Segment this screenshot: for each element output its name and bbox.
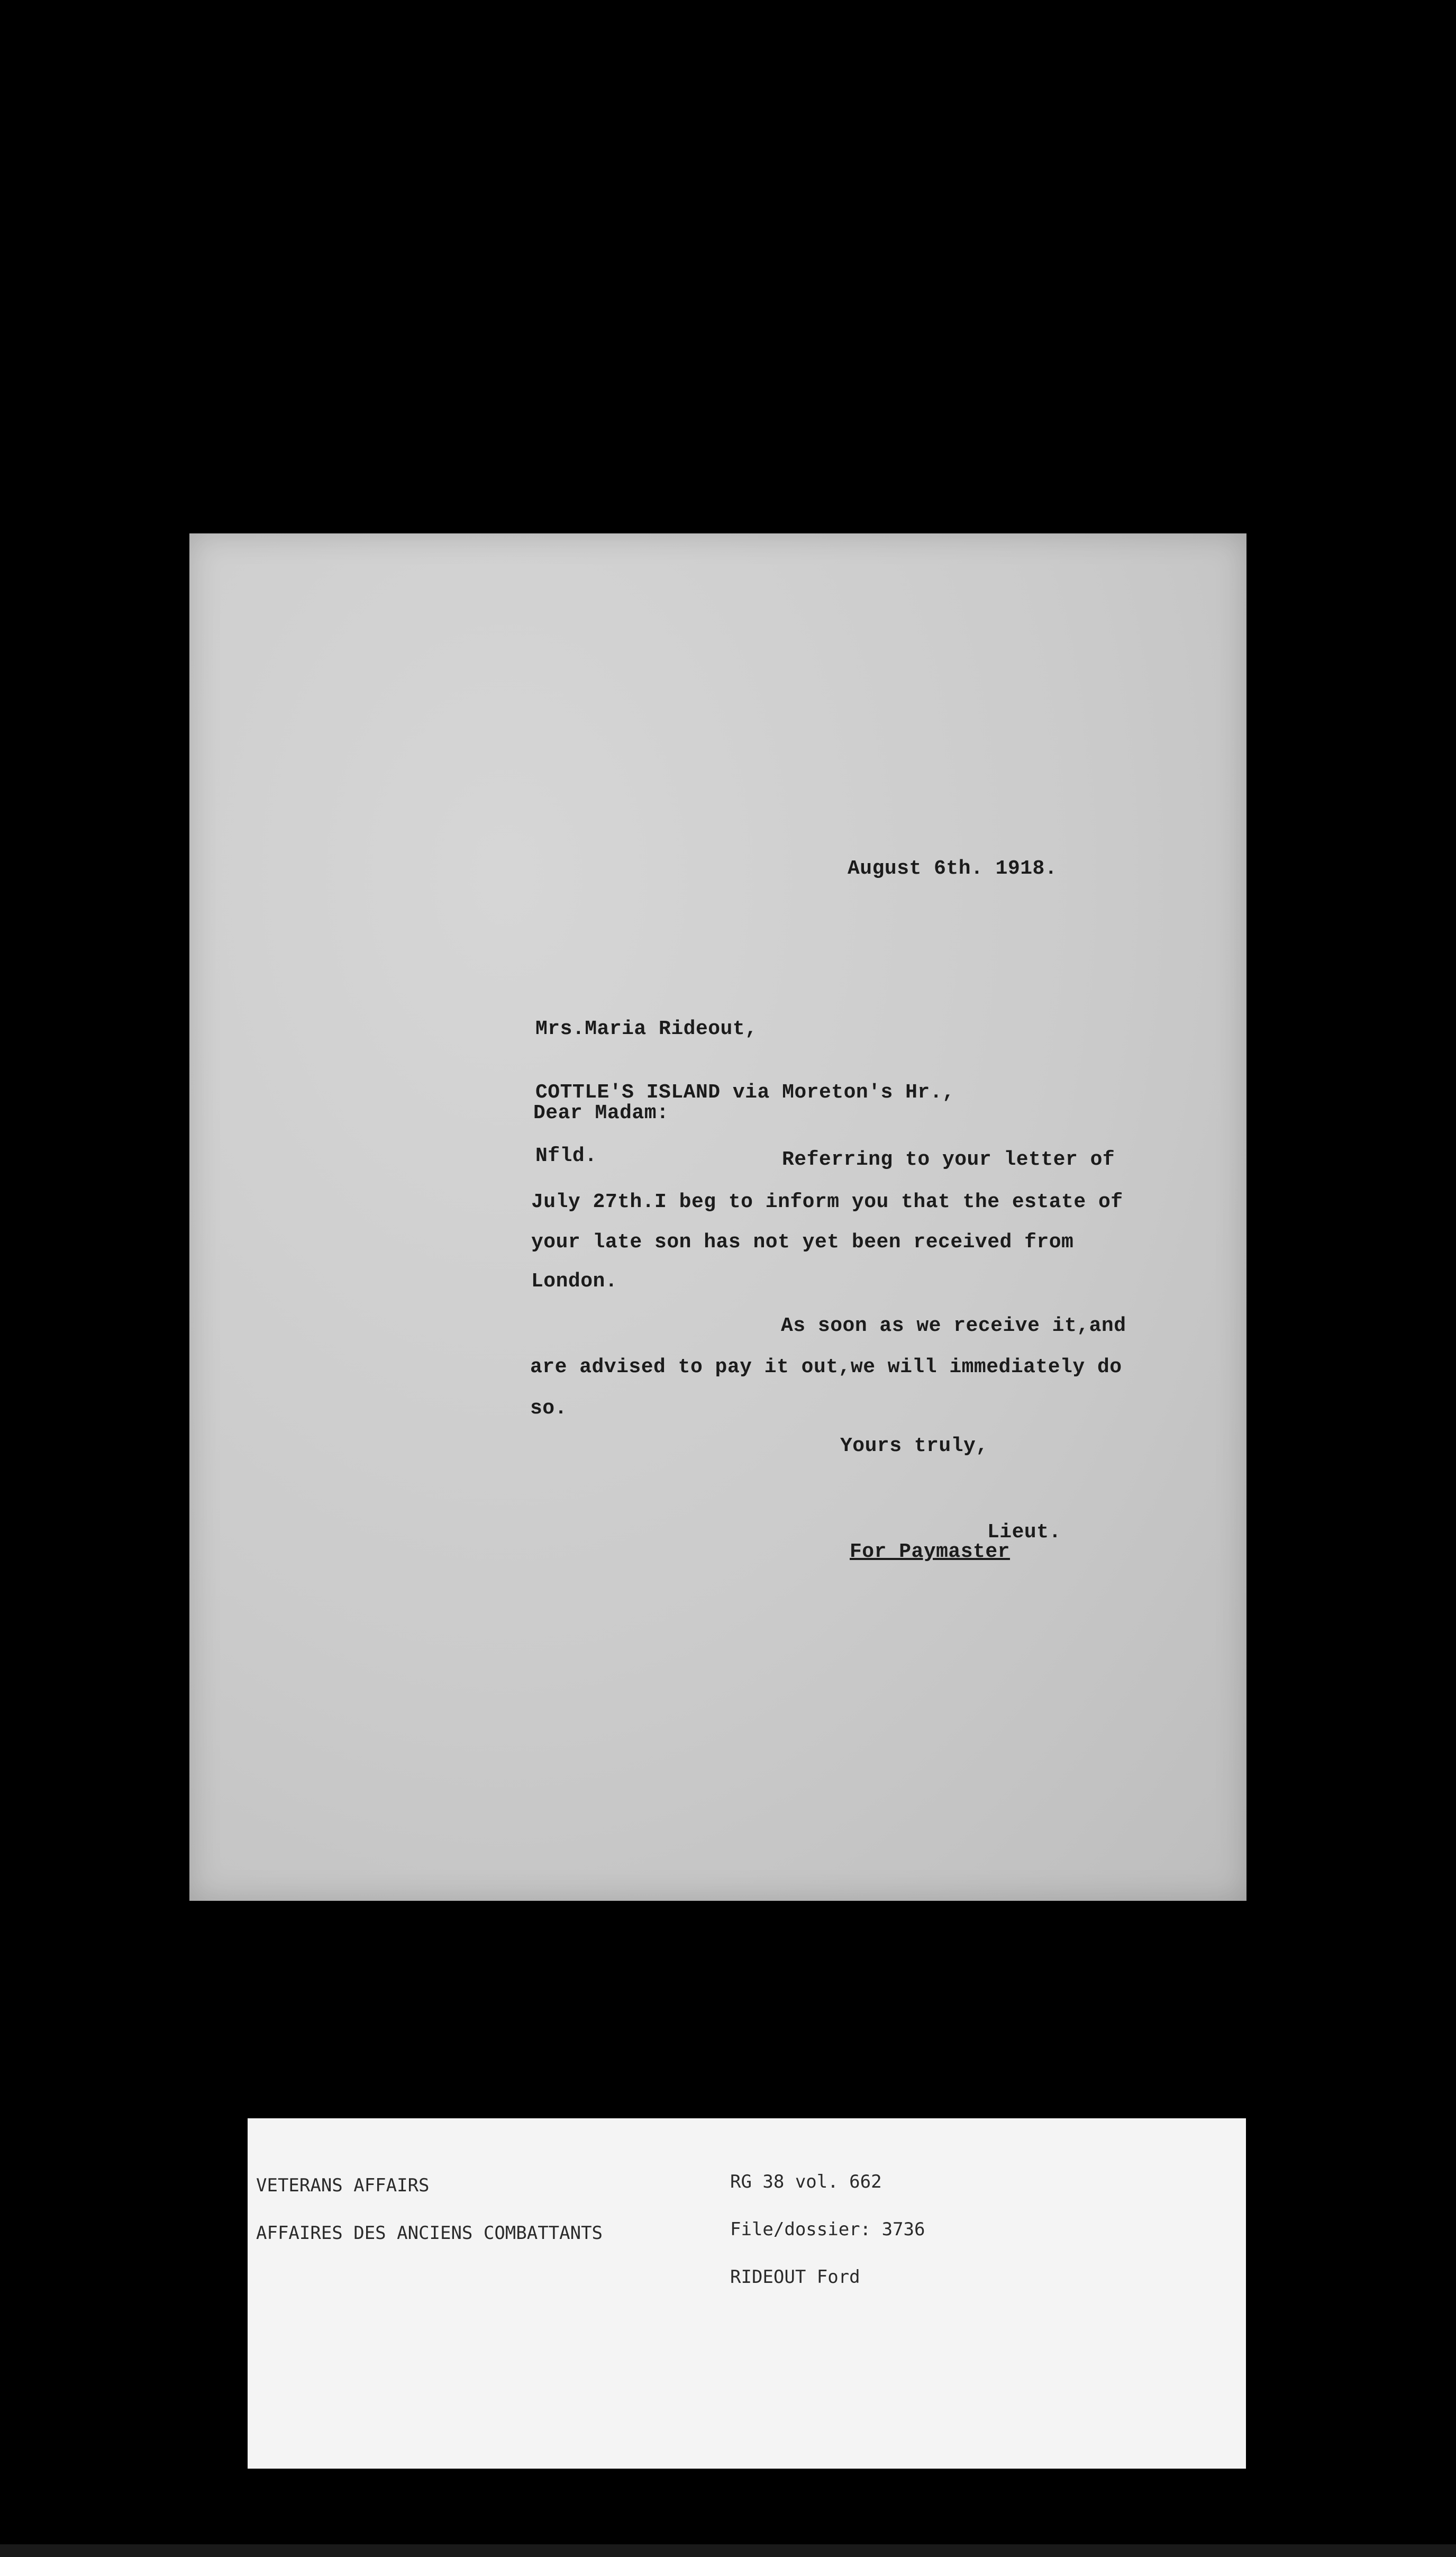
record-group: RG 38 vol. 662 xyxy=(730,2171,882,2192)
subject-name: RIDEOUT Ford xyxy=(730,2266,860,2288)
body-line: Referring to your letter of xyxy=(782,1148,1115,1171)
body-line: As soon as we receive it,and xyxy=(781,1314,1126,1337)
department-french: AFFAIRES DES ANCIENS COMBATTANTS xyxy=(256,2223,603,2244)
body-line: are advised to pay it out,we will immediately do xyxy=(530,1356,1122,1379)
body-line: so. xyxy=(530,1397,567,1420)
file-number: File/dossier: 3736 xyxy=(730,2219,925,2240)
letter-page xyxy=(189,533,1246,1901)
recipient-province: Nfld. xyxy=(535,1145,597,1167)
signature-rank: Lieut. xyxy=(987,1521,1061,1544)
department-english: VETERANS AFFAIRS xyxy=(256,2175,430,2196)
recipient-location: COTTLE'S ISLAND via Moreton's Hr., xyxy=(535,1081,955,1104)
letter-date: August 6th. 1918. xyxy=(848,857,1058,880)
archive-label-department xyxy=(256,2146,603,2257)
recipient-name: Mrs.Maria Rideout, xyxy=(535,1018,758,1040)
body-line: London. xyxy=(531,1270,618,1293)
body-line: your late son has not yet been received from xyxy=(531,1231,1074,1254)
scan-bottom-edge xyxy=(0,2544,1456,2557)
closing: Yours truly, xyxy=(840,1435,988,1457)
body-line: July 27th.I beg to inform you that the estate of xyxy=(531,1191,1123,1213)
salutation: Dear Madam: xyxy=(533,1102,669,1125)
archive-label-reference xyxy=(730,2142,925,2301)
signature-title: For Paymaster xyxy=(850,1540,1010,1563)
